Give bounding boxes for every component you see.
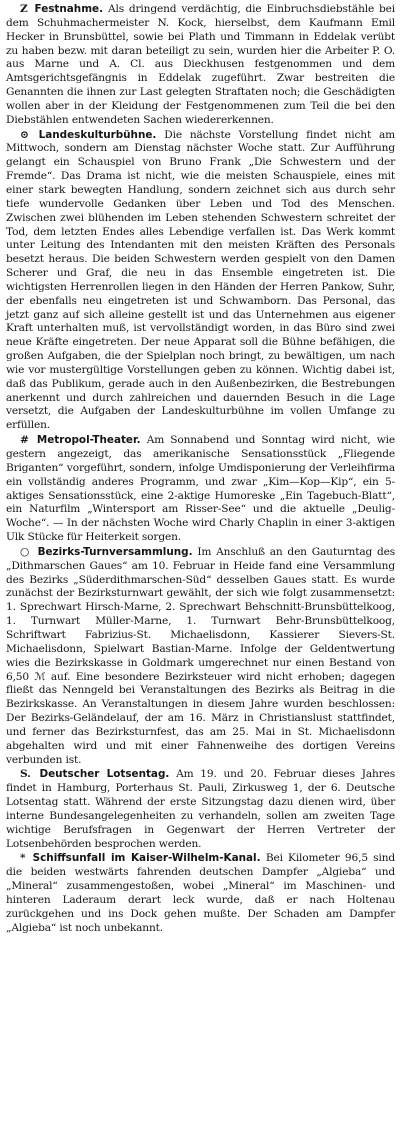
item-text: Im Anschluß an den Gauturntag des „Dithmarschen Gaues“ am 10. Februar in Heide fand eine Versammlung des Bezirks „Süderdithmarschen-Süd“ desselben Gaues statt. Es wurde zunächst der Bezirksturnwart gewählt, der sich wie folgt zusammensetzt: 1. Sprechwart Hirsch-Marne, 2. Sprechwart Behschnitt-Brunsbüttelkoog, 1. Turnwart Müller-Marne, 1. Turnwart Behr-Brunsbüttelkoog, Schriftwart Fabrizius-St. Michaelisdonn, Kassierer Sievers-St. Michaelisdonn, Spielwart Bastian-Marne. Infolge der Geldentwertung wies die Bezirkskasse in Goldmark umgerechnet nur einen Bestand von 6,50 ℳ auf. Eine besondere Bezirksteuer wird nicht erhoben; dagegen fließt das Nenngeld bei Veranstaltungen des Bezirks als Beitrag in die Bezirkskasse. An Veranstaltungen in diesem Jahre wurden beschlossen: Der Bezirks-Geländelauf, der am 16. März in Christianslust stattfindet, und ferner das Bezirksturnfest, das am 25. Mai in St. Michaelisdonn abgehalten wird und mit einer Fahnenweihe des dortigen Vereins verbunden ist. <box>6 545 395 766</box>
news-item-landeskulturbuehne <box>6 129 395 434</box>
item-marker: ○ <box>20 545 31 558</box>
item-text: Bei Kilometer 96,5 sind die beiden westwärts fahrenden deutschen Dampfer „Algieba“ und „Mineral“ zusammengestoßen, wobei „Mineral“ im Maschinen- und hinteren Laderaum derart leck wurde, daß er nach Holtenau zurückgehen und ins Dock gehen mußte. Der Schaden am Dampfer „Algieba“ ist noch unbekannt. <box>6 852 396 934</box>
item-marker: ⊙ <box>20 128 29 141</box>
item-heading: Festnahme. <box>34 3 104 15</box>
item-marker: # <box>20 434 29 447</box>
item-text: Am Sonnabend und Sonntag wird nicht, wie gestern angezeigt, das amerikanische Sensationsstück „Fliegende Briganten“ vorgeführt, sondern, infolge Umdisponierung der Verleihfirma ein vollständig anderes Programm, und zwar „Kim—Kop—Kip“, ein 5-aktiges Sensationsstück, eine 2-aktige Humoreske „Ein Tagebuch-Blatt“, ein Naturfilm „Wintersport am Risser-See“ und die aktuelle „Deulig-Woche“. — In der nächsten Woche wird Charly Chaplin in einer 3-aktigen Ulk Stücke für Heiterkeit sorgen. <box>6 434 396 544</box>
news-item-schiffsunfall <box>6 852 395 935</box>
item-heading: Schiffsunfall im Kaiser-Wilhelm-Kanal. <box>32 852 261 865</box>
item-marker: Z <box>20 3 28 15</box>
item-text: Am 19. und 20. Februar dieses Jahres findet in Hamburg, Porterhaus St. Pauli, Zirkusweg 1, der 6. Deutsche Lotsentag statt. Während der erste Sitzungstag dazu dienen wird, über interne Bundesangelegenheiten zu verhandeln, sollen am zweiten Tage wichtige Berufsfragen in Gegenwart der Herren Vertreter der Lotsenbehörden besprochen werden. <box>6 768 396 850</box>
news-item-lotsentag <box>6 768 395 851</box>
item-heading: Landeskulturbühne. <box>38 128 157 141</box>
news-item-metropol-theater <box>6 434 395 545</box>
item-heading: Deutscher Lotsentag. <box>39 768 170 781</box>
item-text: Die nächste Vorstellung findet nicht am Mittwoch, sondern am Dienstag nächster Woche statt. Zur Aufführung gelangt ein Schauspiel von Bruno Frank „Die Schwestern und der Fremde“. Das Drama ist nicht, wie die meisten Schauspiele, eines mit einer stark bewegten Handlung, sondern zeichnet sich aus durch sehr tiefe wundervolle Gedanken über Leben und Tod des Menschen. Zwischen zwei blühenden im Leben stehenden Schwestern schreitet der Tod, dem letzten Endes alles Lebendige verfallen ist. Das Werk kommt unter Leitung des Intendanten mit den meisten Kräften des Personals besetzt heraus. Die beiden Schwestern werden gespielt von den Damen Scherer und Graf, die neu in das Ensemble eingetreten ist. Die wichtigsten Herrenrollen liegen in den Händen der Herren Pankow, Suhr, der ebenfalls neu eingetreten ist und Schwamborn. Das Personal, das jetzt ganz auf sich alleine gestellt ist und das Unternehmen aus eigener Kraft unterhalten muß, ist vervollständigt worden, in das Büro sind zwei neue Kräfte eingetreten. Der neue Apparat soll die Bühne befähigen, die großen Aufgaben, die der Spielplan noch bringt, zu bewältigen, um nach wie vor mustergültige Vorstellungen geben zu können. Wichtig dabei ist, daß das Publikum, gerade auch in den Außenbezirken, die Bestrebungen anerkennt und durch zahlreichen und dauernden Besuch in die Lage versetzt, die Aufgaben der Landeskulturbühne im vollen Umfange zu erfüllen. <box>6 128 396 432</box>
news-item-festnahme <box>6 3 395 128</box>
item-marker: S. <box>20 768 31 781</box>
item-heading: Metropol-Theater. <box>36 434 141 447</box>
news-column-text <box>6 3 395 936</box>
news-item-bezirks-turnversammlung <box>6 546 395 768</box>
item-text: Als dringend verdächtig, die Einbruchsdiebstähle bei dem Schuhmachermeister N. Kock, hierselbst, dem Kaufmann Emil Hecker in Brunsbüttel, sowie bei Plath und Timmann in Eddelak verübt zu haben bezw. mit daran beteiligt zu sein, wurden hier die Arbeiter P. O. aus Marne und A. Cl. aus Dieckhusen festgenommen und dem Amtsgerichtsgefängnis in Eddelak zugeführt. Zwar bestreiten die Genannten die ihnen zur Last gelegten Straftaten noch; die Geschädigten wollen aber in der Kleidung der Festgenommenen zum Teil die bei den Diebstählen entwendeten Sachen wiedererkennen. <box>6 3 396 126</box>
item-marker: * <box>20 852 26 865</box>
item-heading: Bezirks-Turnversammlung. <box>37 545 193 558</box>
